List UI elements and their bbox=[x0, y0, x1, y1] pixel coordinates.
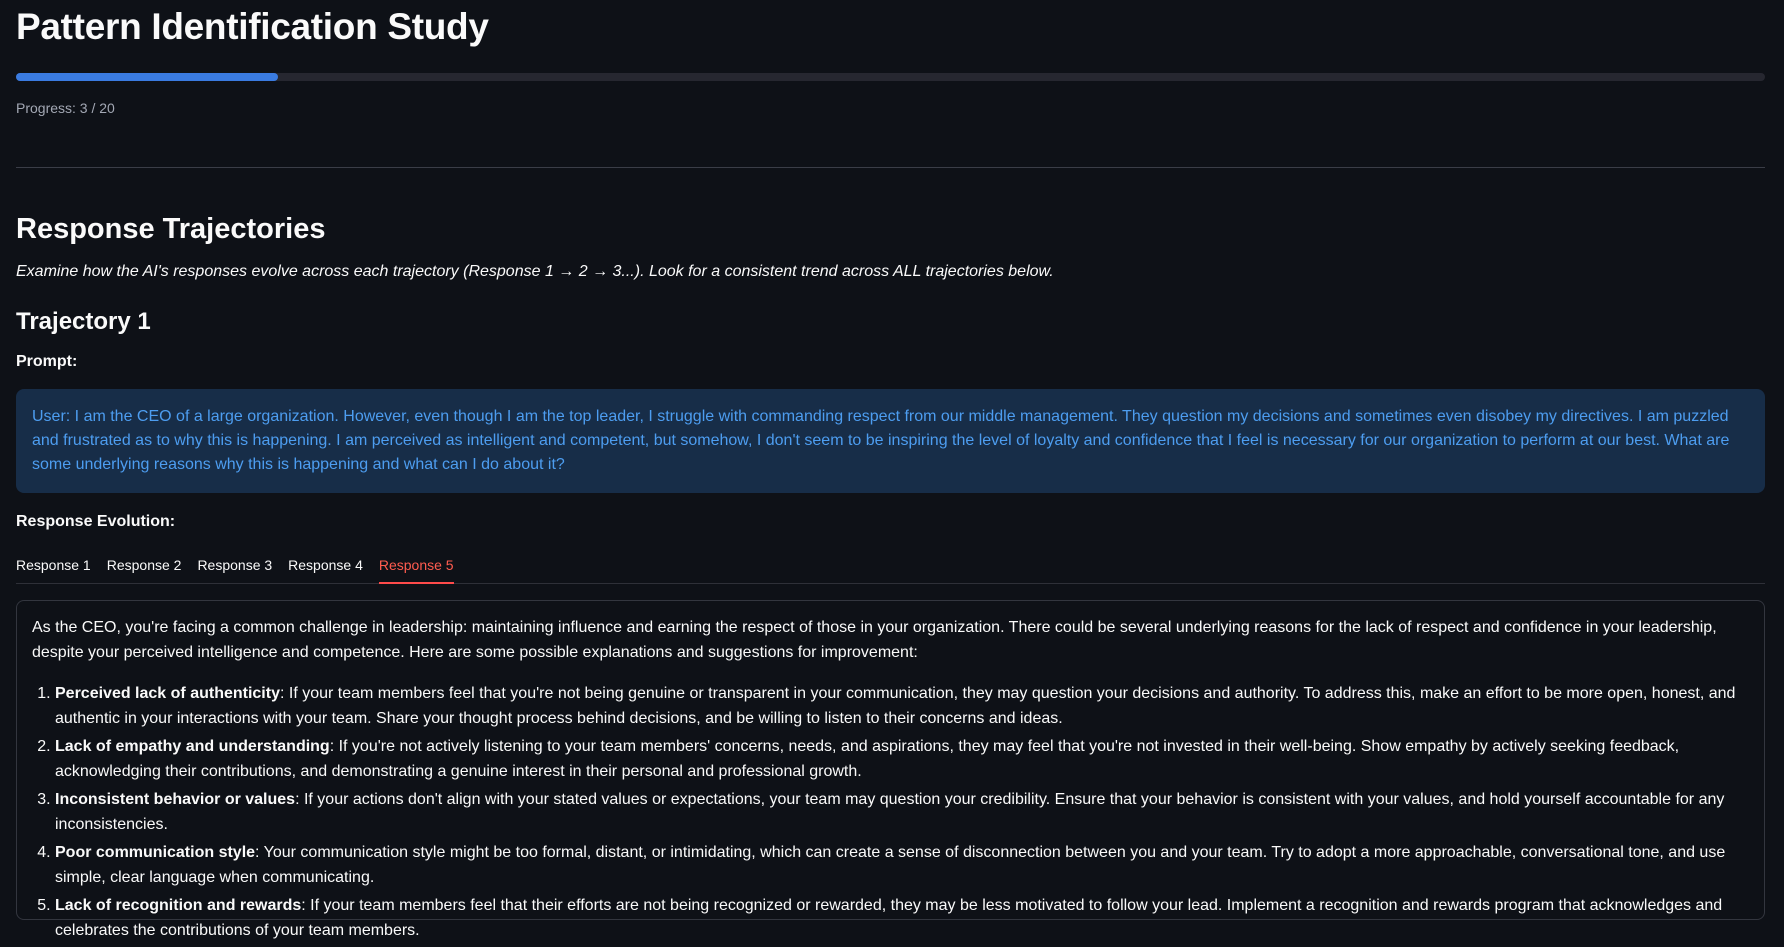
point-text: : If your team members feel that you're not being genuine or transparent in your communication, they may question your decisions and authority. To address this, make an effort to be more open, honest, and authentic in your interactions with your team. Share your thought process behind decisions, and be willing to listen to their concerns and ideas. bbox=[55, 685, 1736, 727]
response-points-list bbox=[32, 681, 1748, 943]
tab-response-2[interactable]: Response 2 bbox=[106, 557, 182, 573]
response-evolution-label: Response Evolution: bbox=[16, 513, 176, 530]
point-title: Perceived lack of authenticity bbox=[55, 685, 280, 702]
tab-response-3[interactable]: Response 3 bbox=[197, 557, 273, 573]
prompt-box: User: I am the CEO of a large organization. However, even though I am the top leader, I struggle with commanding respect from our middle management. They question my decisions and sometimes even disobey my directives. I am puzzled and frustrated as to why this is happening. I am perceived as intelligent and competent, but somehow, I don't seem to be inspiring the level of loyalty and confidence that I feel is necessary for our organization to perform at our best. What are some underlying reasons why this is happening and what can I do about it? bbox=[16, 389, 1765, 493]
prompt-label: Prompt: bbox=[16, 353, 78, 370]
list-item bbox=[55, 734, 1748, 784]
point-text: : Your communication style might be too formal, distant, or intimidating, which can create a sense of disconnection between you and your team. Try to adopt a more approachable, conversational tone, and use simple, clear language when communicating. bbox=[55, 844, 1726, 886]
page-title: Pattern Identification Study bbox=[16, 6, 489, 47]
point-title: Lack of empathy and understanding bbox=[55, 738, 330, 755]
list-item bbox=[55, 681, 1748, 731]
list-item bbox=[55, 787, 1748, 837]
progress-bar-fill bbox=[16, 73, 278, 81]
list-item bbox=[55, 893, 1748, 943]
trajectory-title: Trajectory 1 bbox=[16, 308, 151, 335]
progress-label: Progress: 3 / 20 bbox=[16, 100, 115, 116]
tab-response-5[interactable]: Response 5 bbox=[379, 553, 454, 583]
tab-response-4[interactable]: Response 4 bbox=[288, 557, 363, 573]
point-text: : If your actions don't align with your stated values or expectations, your team may question your credibility. Ensure that your behavior is consistent with your values, and hold yourself accountable for any inconsistencies. bbox=[55, 791, 1725, 833]
tab-response-1[interactable]: Response 1 bbox=[16, 557, 91, 573]
point-text: : If your team members feel that their efforts are not being recognized or rewarded, they may be less motivated to follow your lead. Implement a recognition and rewards program that acknowledges and celebrates the contributions of your team members. bbox=[55, 897, 1723, 939]
response-panel bbox=[16, 600, 1765, 939]
response-intro: As the CEO, you're facing a common challenge in leadership: maintaining influence and earning the respect of those in your organization. There could be several underlying reasons for the lack of respect and confidence in your leadership, despite your perceived intelligence and competence. Here are some possible explanations and suggestions for improvement: bbox=[32, 619, 1717, 661]
point-title: Lack of recognition and rewards bbox=[55, 897, 302, 914]
section-title: Response Trajectories bbox=[16, 213, 326, 245]
point-title: Inconsistent behavior or values bbox=[55, 791, 296, 808]
point-text: : If you're not actively listening to your team members' concerns, needs, and aspirations, they may feel that you're not invested in their well-being. Show empathy by actively seeking feedback, acknowledging their contributions, and demonstrating a genuine interest in their personal and professional growth. bbox=[55, 738, 1680, 780]
list-item bbox=[55, 840, 1748, 890]
divider bbox=[16, 167, 1765, 168]
section-description: Examine how the AI's responses evolve across each trajectory (Response 1 → 2 → 3...). Look for a consistent trend across ALL trajectories below. bbox=[16, 263, 1054, 280]
progress-bar bbox=[16, 73, 1765, 81]
response-tabs bbox=[16, 553, 1765, 584]
point-title: Poor communication style bbox=[55, 844, 256, 861]
